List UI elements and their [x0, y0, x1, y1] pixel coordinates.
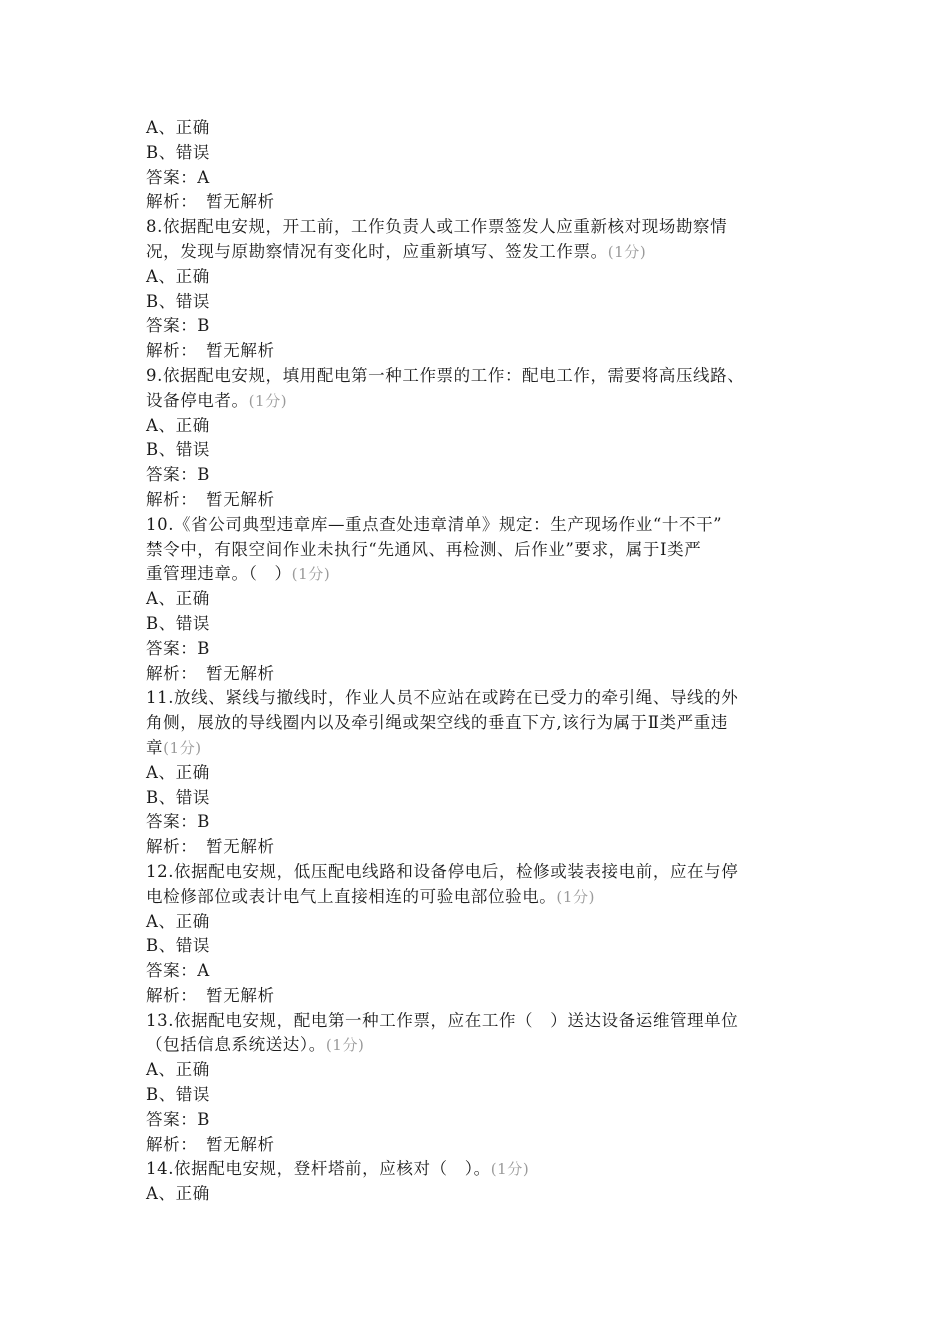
question-score: (1分) [163, 738, 202, 757]
question-text-line: 禁令中，有限空间作业未执行“先通风、再检测、后作业”要求，属于Ⅰ类严 [146, 539, 702, 559]
question-text-line: 13.依据配电安规，配电第一种工作票，应在工作（ ）送达设备运维管理单位 [146, 1010, 739, 1030]
option-a: A、正确 [146, 118, 210, 137]
question-text-line: 11.放线、紧线与撤线时，作业人员不应站在或跨在已受力的牵引绳、导线的外 [146, 688, 739, 708]
question-text-line: 重管理违章。（ ）(1分) [146, 564, 331, 584]
answer: 答案：B [146, 1109, 211, 1129]
analysis: 解析： 暂无解析 [146, 1134, 275, 1154]
answer: 答案：A [146, 167, 210, 187]
analysis: 解析： 暂无解析 [146, 489, 275, 509]
option-a: A、正确 [146, 415, 210, 435]
answer: 答案：B [146, 812, 211, 832]
option-b: B、错误 [146, 787, 211, 807]
question-13 [146, 1009, 816, 1158]
option-a: A、正确 [146, 1060, 210, 1080]
question-14 [146, 1157, 816, 1207]
option-b: B、错误 [146, 291, 211, 311]
question-8 [146, 215, 816, 364]
question-text-line: 电检修部位或表计电气上直接相连的可验电部位验电。(1分) [146, 886, 596, 906]
option-a: A、正确 [146, 1184, 210, 1204]
question-text-line: 设备停电者。(1分) [146, 390, 288, 410]
option-b: B、错误 [146, 1085, 211, 1105]
option-b: B、错误 [146, 440, 211, 460]
question-12 [146, 860, 816, 1009]
option-b: B、错误 [146, 613, 211, 633]
question-text-line: 角侧，展放的导线圈内以及牵引绳或架空线的垂直下方,该行为属于Ⅱ类严重违 [146, 713, 728, 733]
answer: 答案：B [146, 316, 211, 336]
question-score: (1分) [490, 1160, 530, 1179]
option-a: A、正确 [146, 266, 210, 286]
answer: 答案：A [146, 961, 210, 981]
analysis: 解析： 暂无解析 [146, 192, 275, 212]
question-11 [146, 686, 816, 860]
question-text-line: 14.依据配电安规，登杆塔前，应核对（ ）。(1分) [146, 1159, 530, 1179]
question-score: (1分) [248, 391, 288, 410]
question-text-line: 10.《省公司典型违章库—重点查处违章清单》规定：生产现场作业“十不干” [146, 514, 723, 534]
question-score: (1分) [607, 242, 647, 261]
analysis: 解析： 暂无解析 [146, 341, 275, 361]
question-text-line: 况，发现与原勘察情况有变化时，应重新填写、签发工作票。(1分) [146, 241, 647, 261]
question-10 [146, 513, 816, 687]
analysis: 解析： 暂无解析 [146, 837, 275, 857]
document-page [146, 116, 816, 1207]
question-text-line: 12.依据配电安规，低压配电线路和设备停电后，检修或装表接电前，应在与停 [146, 861, 739, 881]
question-score: (1分) [291, 565, 331, 584]
question-score: (1分) [556, 887, 596, 906]
option-b: B、错误 [146, 142, 211, 162]
option-a: A、正确 [146, 762, 210, 782]
question-text-line: 8.依据配电安规，开工前，工作负责人或工作票签发人应重新核对现场勘察情 [146, 217, 728, 237]
prev-question-tail [146, 116, 816, 215]
question-text-line: 9.依据配电安规，填用配电第一种工作票的工作：配电工作，需要将高压线路、 [146, 365, 745, 385]
analysis: 解析： 暂无解析 [146, 663, 275, 683]
option-a: A、正确 [146, 911, 210, 931]
answer: 答案：B [146, 638, 211, 658]
question-text-line: 章(1分) [146, 737, 202, 757]
option-b: B、错误 [146, 936, 211, 956]
analysis: 解析： 暂无解析 [146, 985, 275, 1005]
question-text-line: （包括信息系统送达）。(1分) [146, 1035, 365, 1055]
question-score: (1分) [325, 1036, 365, 1055]
question-9 [146, 364, 816, 513]
option-a: A、正确 [146, 589, 210, 609]
answer: 答案：B [146, 465, 211, 485]
